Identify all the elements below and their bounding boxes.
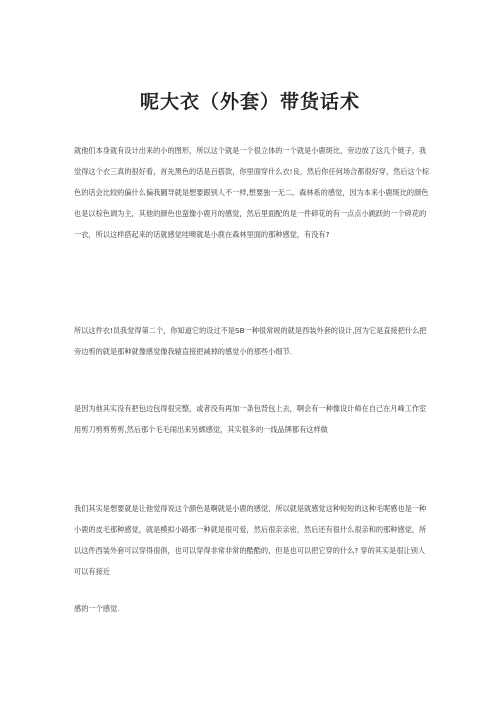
paragraph: 我们其实是想要就是让他觉得说这个颜色是啊就是小鹿的感觉，所以就是就感觉这种短短的这种毛呢感也是一种小鹿的皮毛那种感觉，就是模拟小路那一种就是很可爱，然后很亲亲密，然后还有很什么很亲和的那种感觉，所以这件西装外套可以穿得很俱，也可以穿得非常非常的酷酷的，但是也可以把它穿的什么? 穿的其实是很让别人可以有接近 [74, 504, 427, 576]
document-title: 呢大衣（外套）带货话术 [139, 90, 360, 113]
paragraph: 是因为他其实没有把包边包得很完整，或者没有再加一条包背包上去，啊会有一种像设计师在自己在月峰工作室用剪刀剪剪剪剪,然后那个毛毛闹出来另綁感觉，其实很多的一线品牌都有这样做 [74, 404, 427, 434]
paragraph: 所以这件衣!员我觉得第二个，你知道它的设过不是SB一种很常规的就是西装外套的设计,因为它是直接把什么把旁边剪的就是那种就像感觉像我辕直接把减掉的感觉小的那些小细节. [74, 326, 427, 356]
paragraph: 感的一个感觉. [74, 604, 120, 613]
paragraph: 就他们本身就有设计出来的小的图形，所以这个就是一个很立体的一个就是小鹿斑比，旁边放了这几个链子，我觉得这个衣三真的很好看，首先黑色的话是百搭款，你里面穿什么衣!良，然后你任何场合都很好穿，然后这个棕色的话会比较的偏什么偏我圃导就是想要跟别人不一样,想要独一无二。森林系的感觉，因为本来小鹿斑比的颜色也是以棕色调为主，其他的颜色也蛮像小鹿月的感觉，然后里面配的是一件碎花的有一点点小跳跃的一个碎花的一衣，所以这样搭起来的话就感觉哇噢就是小鹿在森林里面的那种感觉，有没有? [74, 146, 430, 239]
